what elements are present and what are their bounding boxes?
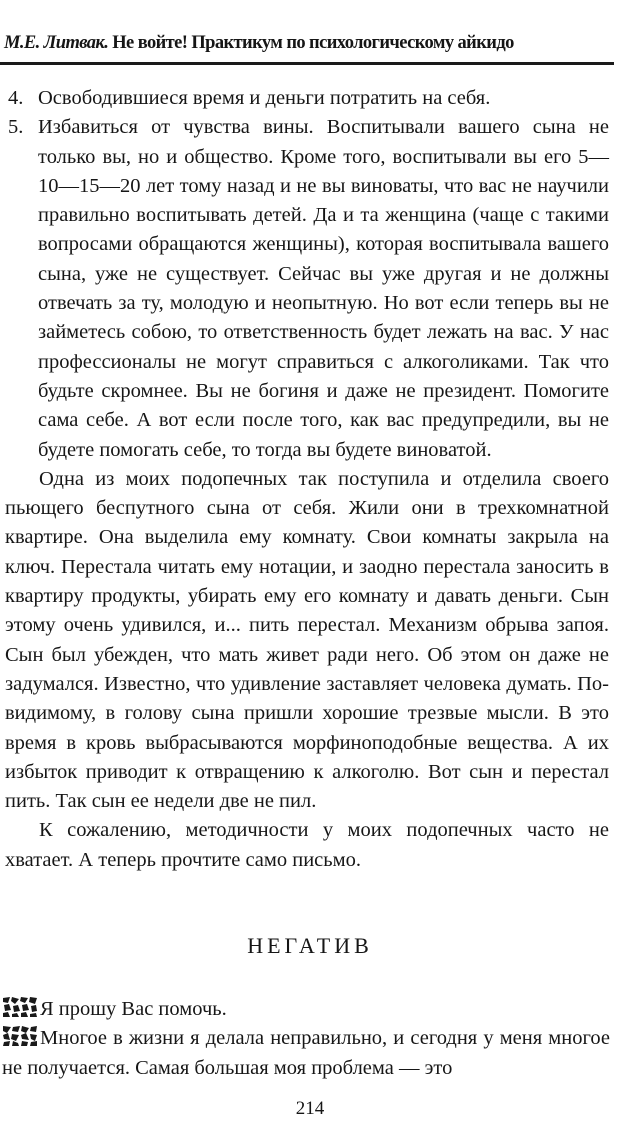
page-number: 214 bbox=[295, 1098, 325, 1119]
letter-line bbox=[2, 1024, 610, 1083]
list-item-number: 5. bbox=[8, 116, 24, 139]
list-item-text: Избавиться от чувства вины. Воспитывали вашего сына не только вы, но и общество. Кроме того, воспитывали вы его 5—10—15—20 лет тому назад и не вы виноваты, что вас не научили правильно воспитывать детей. Да и та женщина (чаще с такими вопросами обращаются женщины), которая воспитывала вашего сына, уже не существует. Сейчас вы уже другая и не должны отвечать за ту, молодую и неопытную. Но вот если теперь вы не займетесь собою, то ответственность будет лежать на вас. У нас профессионалы не могут справиться с алкоголиками. Так что будьте скромнее. Вы не богиня и даже не президент. Помогите сама себе. А вот если после того, как вас предупредили, вы не будете помогать себе, то тогда вы будете виноватой. bbox=[38, 116, 609, 461]
list-item-text: Освободившиеся время и деньги потратить на себя. bbox=[38, 87, 491, 109]
list-item-number: 4. bbox=[8, 87, 24, 109]
paragraph: К сожалению, методичности у моих подопечных часто не хватает. А теперь прочтите само письмо. bbox=[5, 819, 609, 871]
letter-line-text: Я прошу Вас помочь. bbox=[40, 998, 227, 1020]
section-title: НЕГАТИВ bbox=[247, 933, 373, 958]
paragraph: Одна из моих подопечных так поступила и отделила своего пьющего беспутного сына от себя. Жили они в трехкомнатной квартире. Она выделила ему комнату. Свои комнаты закрыла на ключ. Перестала читать ему нотации, и заодно перестала заносить в квартиру продукты, убирать ему его комнату и давать деньги. Сын этому очень удивился, и... пить перестал. Механизм обрыва запоя. Сын был убежден, что мать живет ради него. Об этом он даже не задумался. Известно, что удивление заставляет человека думать. По-видимому, в голову сына пришли хорошие трезвые мысли. В это время в кровь выбрасываются морфиноподобные вещества. А их избыток приводит к отвращению к алкоголю. Вот сын и перестал пить. Так сын ее недели две не пил. bbox=[5, 467, 609, 813]
list-item bbox=[5, 84, 609, 113]
letter-line-text: Многое в жизни я делала неправильно, и сегодня у меня многое не получается. Самая большая моя проблема — это bbox=[2, 1027, 610, 1079]
header-rule bbox=[0, 62, 614, 65]
letter-line bbox=[2, 995, 610, 1024]
letter-ornament-icon bbox=[2, 996, 38, 1018]
list-item bbox=[5, 113, 609, 465]
letter-text bbox=[2, 995, 610, 1083]
main-text bbox=[5, 84, 609, 875]
running-head bbox=[4, 32, 614, 54]
letter-ornament-icon bbox=[2, 1025, 38, 1047]
running-head-title: Не войте! Практикум по психологическому айкидо bbox=[112, 33, 514, 53]
running-head-author: М.Е. Литвак. bbox=[4, 33, 109, 53]
